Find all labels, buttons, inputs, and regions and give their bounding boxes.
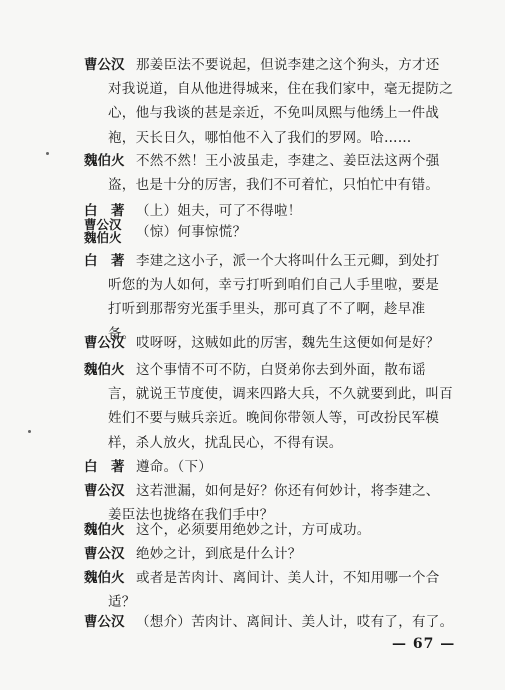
speaker-name: 白 著: [84, 253, 125, 269]
dialogue-line: 或者是苦肉计、离间计、美人计，不知用哪一个合: [136, 570, 440, 586]
speaker-name: 白 著: [84, 203, 125, 219]
dialogue-line: 哎呀呀，这贼如此的厉害，魏先生这便如何是好？: [136, 335, 440, 351]
speaker-name: 白 著: [84, 459, 125, 475]
dialogue-line: 那姜臣法不要说起，但说李建之这个狗头，方才还: [136, 57, 440, 73]
dialogue-line: 适？: [108, 594, 136, 611]
dialogue-line: 对我说道，自从他进得城来，住在我们家中，毫无提防之: [108, 81, 453, 98]
speaker-name: 魏伯火: [84, 153, 125, 169]
dialogue-line: 言，就说王节度使，调来四路大兵，不久就要到此，叫百: [108, 386, 453, 403]
dialogue-line: 遵命。（下）: [136, 459, 213, 475]
dialogue-line: （想介）苦肉计、离间计、美人计，哎有了，有了。: [136, 614, 454, 630]
speaker-name: 曹公汉: [84, 335, 125, 351]
ink-speck: [46, 152, 49, 155]
dialogue-line: 这个，必须要用绝妙之计，方可成功。: [136, 522, 371, 538]
dialogue-line: 备。: [108, 325, 136, 342]
speaker-name: 魏伯火: [84, 570, 125, 586]
dialogue-line: 这若泄漏，如何是好？你还有何妙计，将李建之、: [136, 483, 440, 499]
speaker-name: 曹公汉: [84, 483, 125, 499]
dialogue-line: 样，杀人放火，扰乱民心，不得有误。: [108, 434, 343, 451]
dialogue-line: 袍，天长日久，哪怕他不入了我们的罗网。哈……: [108, 129, 412, 146]
dialogue-line: （上）姐夫，可了不得啦！: [136, 203, 302, 219]
speaker-name: 曹公汉 魏伯火: [84, 217, 122, 245]
speaker-name: 魏伯火: [84, 522, 125, 538]
dialogue-line: 盗，也是十分的厉害，我们不可着忙，只怕忙中有错。: [108, 177, 440, 194]
speaker-name: 曹公汉: [84, 57, 125, 73]
dialogue-line: 不然不然！王小波虽走，李建之、姜臣法这两个强: [136, 153, 440, 169]
ink-speck: [28, 430, 31, 433]
dialogue-line: 姜臣法也拢络在我们手中？: [108, 507, 274, 524]
dialogue-line: 打听到那帮穷光蛋手里头，那可真了不了啊，趁早准: [108, 301, 426, 318]
dialogue-line: （惊）何事惊慌？: [136, 224, 247, 240]
dialogue-line: 心，他与我谈的甚是亲近，不免叫凤熙与他绣上一件战: [108, 105, 440, 122]
page-number: — 67 —: [392, 636, 456, 652]
dialogue-line: 听您的为人如何，幸亏打听到咱们自己人手里啦，要是: [108, 277, 440, 294]
dialogue-line: 绝妙之计，到底是什么计？: [136, 546, 302, 562]
speaker-name: 曹公汉: [84, 546, 125, 562]
dialogue-line: 这个事情不可不防，白贤弟你去到外面，散布谣: [136, 362, 426, 378]
speaker-name: 魏伯火: [84, 362, 125, 378]
dialogue-line: 李建之这小子，派一个大将叫什么王元卿，到处打: [136, 253, 440, 269]
dialogue-line: 姓们不要与贼兵亲近。晚间你带领人等，可改扮民军模: [108, 410, 440, 427]
speaker-name: 曹公汉: [84, 614, 125, 630]
